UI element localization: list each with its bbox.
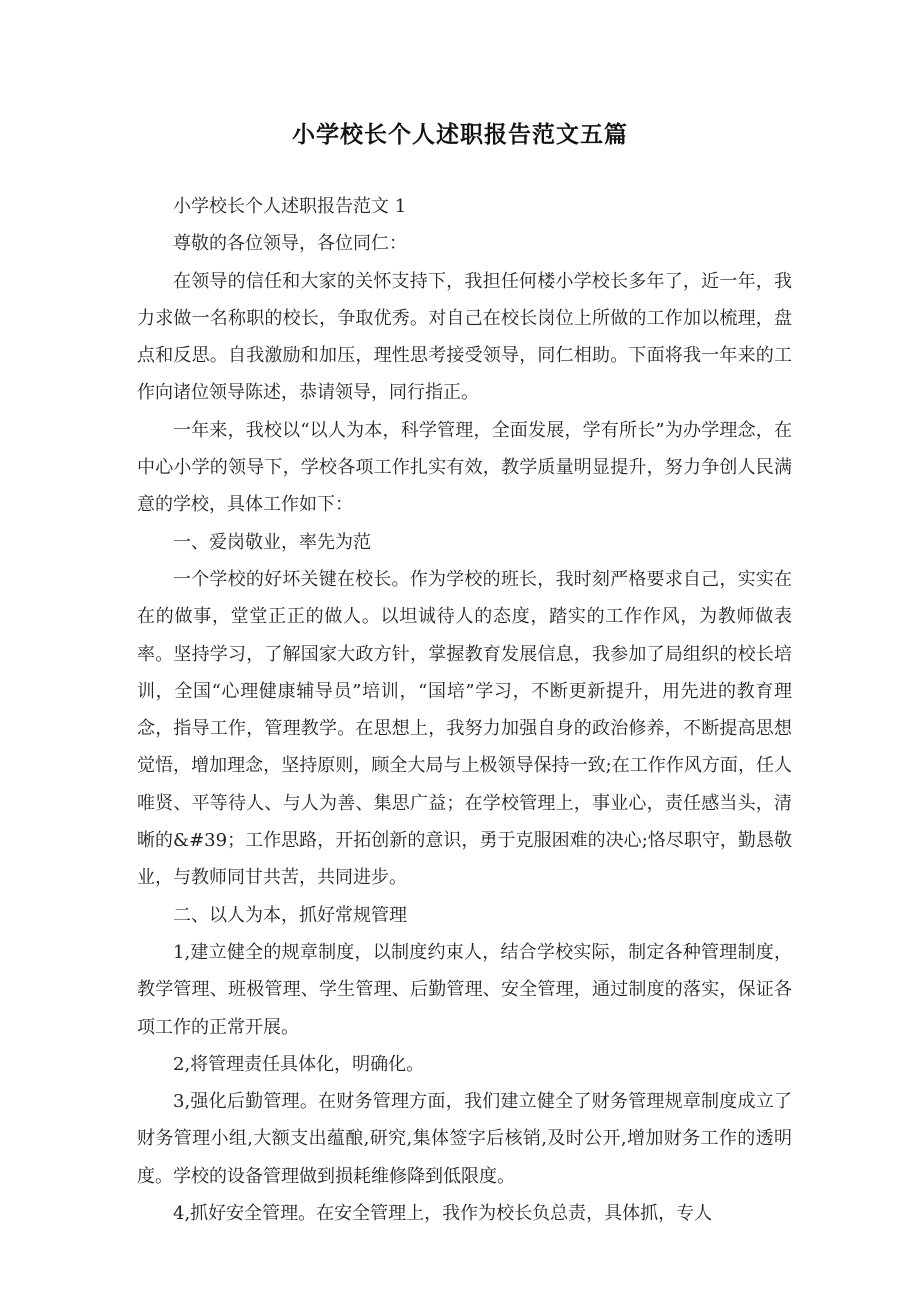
subheading: 二、以人为本，抓好常规管理 [173, 904, 407, 926]
paragraph: 1,建立健全的规章制度，以制度约束人，结合学校实际，制定各种管理制度，教学管理、班极管理、学生管理、后勤管理、安全管理，通过制度的落实，保证各项工作的正常开展。 [137, 941, 792, 1038]
paragraph: 3,强化后勤管理。在财务管理方面，我们建立健全了财务管理规章制度成立了财务管理小组,大额支出蕴酿,研究,集体签字后核销,及时公开,增加财务工作的透明度。学校的设备管理做到损耗维修降到低限度。 [137, 1091, 792, 1187]
paragraph: 4,抓好安全管理。在安全管理上，我作为校长负总责，具体抓，专人 [173, 1203, 713, 1225]
paragraph: 一个学校的好坏关键在校长。作为学校的班长，我时刻严格要求自己，实实在在的做事，堂堂正正的做人。以坦诚待人的态度，踏实的工作作风，为教师做表率。坚持学习，了解国家大政方针，掌握教育发展信息，我参加了局组织的校长培训，全国“心理健康辅导员”培训，“国培”学习，不断更新提升，用先进的教育理念，指导工作，管理教学。在思想上，我努力加强自身的政治修养，不断提高思想觉悟，增加理念，坚持原则，顾全大局与上极领导保持一致;在工作作风方面，任人唯贤、平等待人、与人为善、集思广益；在学校管理上，事业心，责任感当头，清晰的&#39；工作思路，开拓创新的意识，勇于克服困难的决心;恪尽职守，勤恳敬业，与教师同甘共苦，共同进步。 [137, 568, 792, 889]
document-body [137, 188, 792, 1232]
document-title: 小学校长个人述职报告范文五篇 [292, 122, 628, 148]
paragraph: 2,将管理责任具体化，明确化。 [173, 1053, 425, 1075]
salutation: 尊敬的各位领导，各位同仁： [173, 233, 407, 255]
paragraph: 一年来，我校以“以人为本，科学管理，全面发展，学有所长”为办学理念，在中心小学的领导下，学校各项工作扎实有效，教学质量明显提升，努力争创人民满意的学校，具体工作如下： [137, 419, 792, 516]
section-heading: 小学校长个人述职报告范文 1 [173, 196, 407, 217]
paragraph: 在领导的信任和大家的关怀支持下，我担任何楼小学校长多年了，近一年，我力求做一名称职的校长，争取优秀。对自己在校长岗位上所做的工作加以梳理，盘点和反思。自我激励和加压，理性思考接受领导，同仁相助。下面将我一年来的工作向诸位领导陈述，恭请领导，同行指正。 [137, 270, 792, 404]
subheading: 一、爱岗敬业，率先为范 [173, 531, 371, 553]
